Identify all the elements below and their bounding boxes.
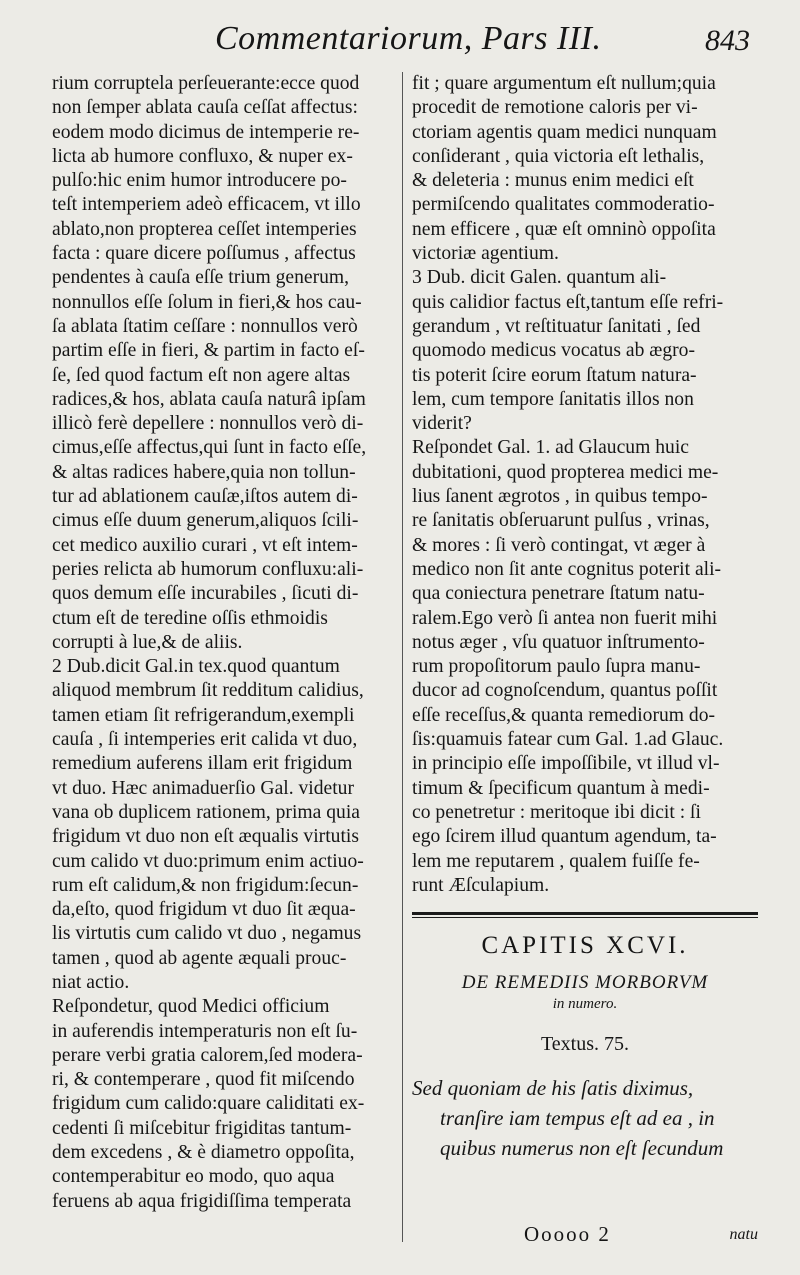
- text-line: lis virtutis cum calido vt duo , negamus: [52, 923, 362, 945]
- text-line: dem excedens , & è diametro oppoſita,: [52, 1142, 355, 1164]
- text-line: tis poterit ſcire eorum ſtatum natura-: [412, 364, 697, 386]
- text-line: licta ab humore confluxo, & nuper ex-: [52, 145, 353, 167]
- text-line: ri, & contemperare , quod fit miſcendo: [52, 1069, 355, 1091]
- text-line: corrupti à lue,& de aliis.: [52, 631, 243, 653]
- text-line: peries relicta ab humorum confluxu:ali-: [52, 558, 364, 580]
- text-line: remedium auferens illam erit frigidum: [52, 753, 353, 775]
- text-line: in auferendis intemperaturis non eſt ſu-: [52, 1020, 358, 1042]
- column-divider: [402, 72, 403, 1242]
- chapter-subheading: DE REMEDIIS MORBORVM: [461, 972, 709, 994]
- text-line: & deleteria : munus enim medici eſt: [412, 170, 694, 192]
- text-line: ducor ad cognoſcendum, quantus poſſit: [412, 680, 718, 702]
- page-number: 843: [705, 24, 750, 57]
- text-line: frigidum cum calido:quare caliditati ex-: [52, 1093, 365, 1115]
- text-line: vt duo. Hæc animaduerſio Gal. videtur: [52, 777, 355, 799]
- text-line: tamen etiam ſit refrigerandum,exempli: [52, 704, 355, 726]
- text-line: pendentes à cauſa eſſe trium generum,: [52, 267, 350, 289]
- text-line: cimus eſſe duum generum,aliquos ſcili-: [52, 510, 359, 532]
- text-line: ſe, ſed quod factum eſt non agere altas: [52, 364, 351, 386]
- text-line: pulſo:hic enim humor introducere po-: [52, 170, 347, 192]
- text-line: co penetretur : meritoque ibi dicit : ſi: [412, 801, 701, 823]
- text-line: fit ; quare argumentum eſt nullum;quia: [412, 73, 716, 94]
- text-line: radices,& hos, ablata cauſa naturâ ipſam: [52, 388, 366, 410]
- text-line: eodem modo dicimus de intemperie re-: [52, 121, 360, 143]
- section-rule-thin: [412, 917, 758, 918]
- quote-line: tranſire iam tempus eſt ad ea , in: [440, 1105, 715, 1130]
- text-line: timum & ſpecificum quantum à medi-: [412, 777, 710, 799]
- text-line: rum propoſitorum paulo ſupra manu-: [412, 656, 701, 678]
- text-number: Textus. 75.: [540, 1033, 630, 1056]
- page-footer: [412, 1222, 758, 1252]
- text-line: ralem.Ego verò ſi antea non fuerit mihi: [412, 607, 718, 629]
- text-line: gerandum , vt reſtituatur ſanitati , ſed: [412, 315, 701, 337]
- text-line: nem efficere , quæ eſt omninò oppoſita: [412, 218, 716, 240]
- quote-line: Sed quoniam de his ſatis diximus,: [412, 1075, 694, 1100]
- text-line: ego ſcirem illud quantum agendum, ta-: [412, 826, 717, 848]
- text-line: cedenti ſi miſcebitur frigiditas tantum-: [52, 1117, 352, 1139]
- text-line: lem me reputarem , qualem fuiſſe fe-: [412, 850, 700, 872]
- text-line: quis calidior factus eſt,tantum eſſe refri-: [412, 291, 724, 313]
- text-line: tur ad ablationem cauſæ,iſtos autem di-: [52, 486, 358, 508]
- text-line: cauſa , ſi intemperies erit calida vt duo,: [52, 729, 358, 751]
- commentary-quote: [412, 1073, 758, 1163]
- text-line: rium corruptela perſeuerante:ecce quod: [52, 73, 360, 94]
- running-title: Commentariorum, Pars III.: [215, 20, 602, 57]
- text-line: quomodo medicus vocatus ab ægro-: [412, 340, 695, 362]
- text-line: 3 Dub. dicit Galen. quantum ali-: [412, 267, 667, 289]
- right-column-text: [412, 72, 758, 898]
- text-line: cum calido vt duo:primum enim actiuo-: [52, 850, 364, 872]
- text-line: niat actio.: [52, 971, 130, 993]
- text-line: lem, cum tempore ſanitatis illos non: [412, 388, 694, 410]
- text-line: eſſe receſſus,& quanta remediorum do-: [412, 704, 716, 726]
- chapter-heading: CAPITIS XCVI.: [481, 932, 689, 960]
- chapter-subheading-sub: in numero.: [552, 996, 618, 1013]
- text-line: victoriæ agentium.: [412, 243, 559, 265]
- text-line: ſis:quamuis fatear cum Gal. 1.ad Glauc.: [412, 729, 724, 751]
- text-line: quos demum eſſe incurabiles , ſicuti di-: [52, 583, 359, 605]
- text-line: cimus,eſſe affectus,qui ſunt in facto eſſe,: [52, 437, 367, 459]
- catchword: natu: [729, 1226, 758, 1243]
- running-head: [0, 14, 800, 66]
- text-line: ablato,non propterea ceſſet intemperies: [52, 218, 357, 240]
- text-line: aliquod membrum ſit redditum calidius,: [52, 680, 364, 702]
- text-line: in principio eſſe impoſſibile, vt illud vl-: [412, 753, 720, 775]
- text-line: lius ſanent ægrotos , in quibus tempo-: [412, 486, 708, 508]
- text-line: nonnullos eſſe ſolum in fieri,& hos cau-: [52, 291, 362, 313]
- quote-line: quibus numerus non eſt ſecundum: [440, 1135, 724, 1160]
- text-line: medico non ſit ante cognitus poterit ali-: [412, 558, 722, 580]
- text-line: cet medico auxilio curari , vt eſt intem-: [52, 534, 358, 556]
- text-line: teſt intemperiem adeò efficacem, vt illo: [52, 194, 361, 216]
- text-line: ſa ablata ſtatim ceſſare : nonnullos verò: [52, 315, 358, 337]
- text-line: qua coniectura penetrare ſtatum natu-: [412, 583, 705, 605]
- text-line: & altas radices habere,quia non tollun-: [52, 461, 356, 483]
- text-line: tamen , quod ab agente æquali prouc-: [52, 947, 347, 969]
- text-line: viderit?: [412, 413, 472, 435]
- text-line: permiſcendo qualitates commoderatio-: [412, 194, 715, 216]
- section-rule: [412, 912, 758, 915]
- text-line: facta : quare dicere poſſumus , affectus: [52, 243, 356, 265]
- text-line: illicò ferè depellere : nonnullos verò di-: [52, 413, 364, 435]
- text-line: ctum eſt de teredine oſſis ethmoidis: [52, 607, 328, 629]
- text-line: partim eſſe in fieri, & partim in facto eſ-: [52, 340, 365, 362]
- text-line: dubitationi, quod propterea medici me-: [412, 461, 719, 483]
- text-line: re ſanitatis obſeruarunt pulſus , vrinas,: [412, 510, 710, 532]
- signature-mark: Ooooo 2: [524, 1222, 611, 1246]
- text-line: Reſpondetur, quod Medici officium: [52, 996, 330, 1018]
- text-line: feruens ab aqua frigidiſſima temperata: [52, 1190, 352, 1212]
- text-line: contemperabitur eo modo, quo aqua: [52, 1166, 335, 1188]
- text-line: Reſpondet Gal. 1. ad Glaucum huic: [412, 437, 689, 459]
- right-column: [412, 72, 758, 1163]
- text-line: ctoriam agentis quam medici nunquam: [412, 121, 717, 143]
- text-line: & mores : ſi verò contingat, vt æger à: [412, 534, 706, 556]
- text-line: notus æger , vſu quatuor inſtrumento-: [412, 631, 705, 653]
- text-line: non ſemper ablata cauſa ceſſat affectus:: [52, 97, 358, 119]
- text-line: conſiderant , quia victoria eſt lethalis,: [412, 145, 705, 167]
- text-line: 2 Dub.dicit Gal.in tex.quod quantum: [52, 656, 340, 678]
- text-line: da,eſto, quod frigidum vt duo ſit æqua-: [52, 899, 356, 921]
- text-line: vana ob duplicem rationem, prima quia: [52, 801, 360, 823]
- text-line: frigidum vt duo non eſt æqualis virtutis: [52, 826, 359, 848]
- text-line: rum eſt calidum,& non frigidum:ſecun-: [52, 874, 359, 896]
- text-line: runt Æſculapium.: [412, 874, 550, 896]
- text-line: perare verbi gratia calorem,ſed modera-: [52, 1044, 363, 1066]
- text-line: procedit de remotione caloris per vi-: [412, 97, 698, 119]
- left-column: [52, 72, 398, 1214]
